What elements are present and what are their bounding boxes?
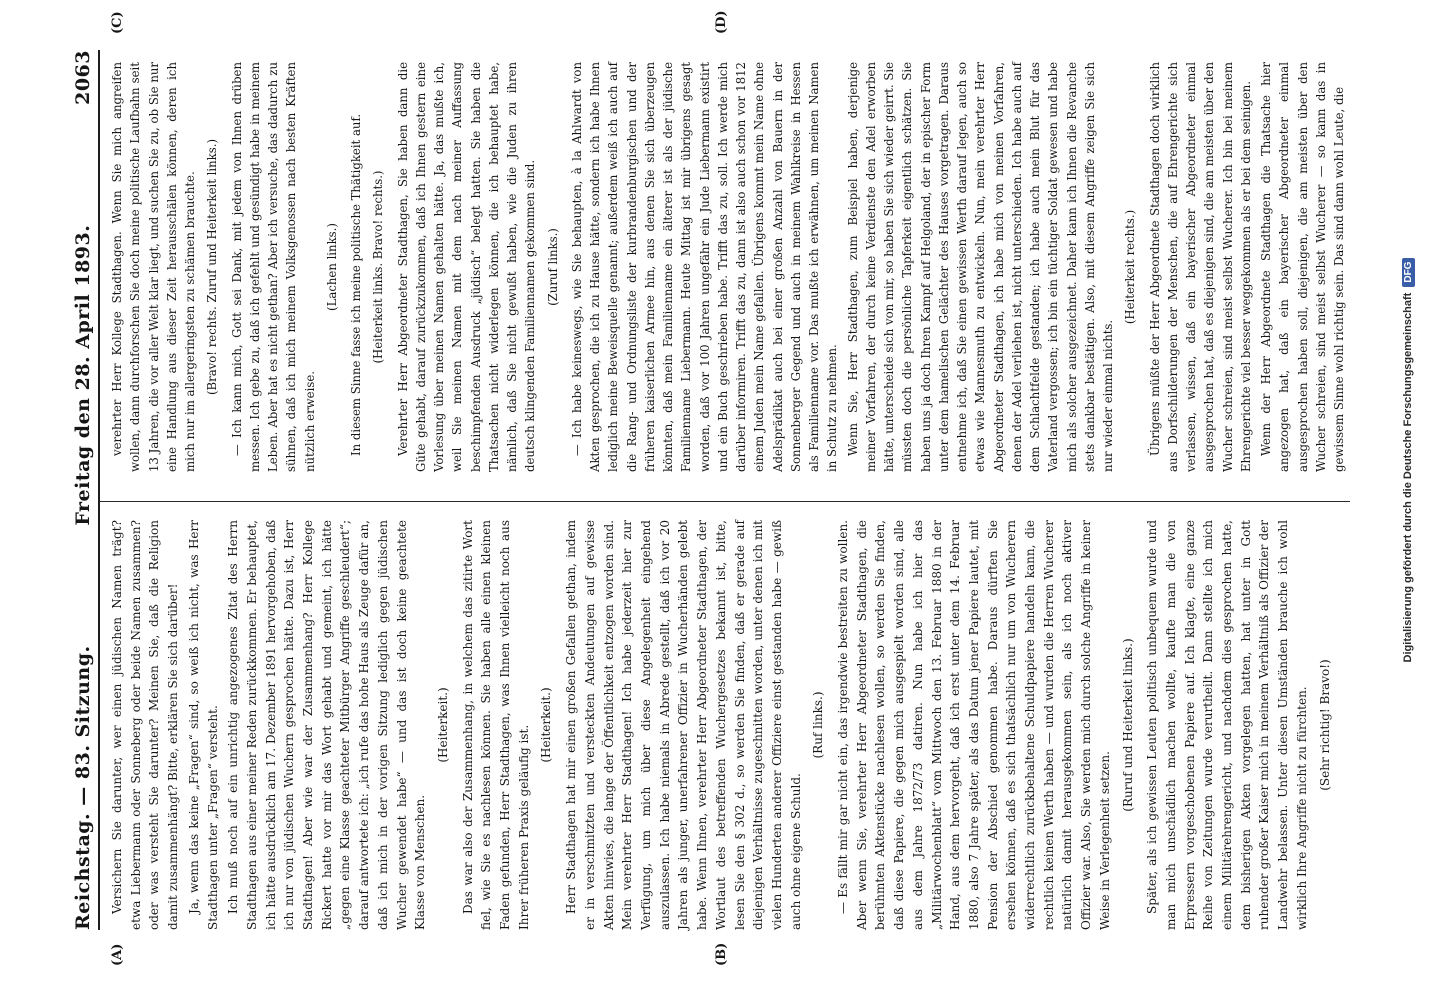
left-column-interjection: (Ruruf und Heiterkeit links.) bbox=[1120, 638, 1135, 812]
right-column-paragraph: — Ich kann mich, Gott sei Dank, mit jedem von Ihnen drüben messen. Ich gebe zu, daß ich gefehlt und gesündigt habe in meinem Leben. Aber hat es nicht gethan? Aber ich versuche, das dadurch zu sühnen, daß ich mich meinem Volksgenossen nach besten Kräften nützlich erweise. bbox=[229, 62, 317, 472]
running-head-left: Reichstag. — 83. Sitzung. bbox=[72, 645, 94, 930]
right-column-paragraph: Wenn der Herr Abgeordnete Stadthagen die Thatsache hier angezogen hat, daß ein bayerischer Abgeordneter einmal ausgesprochen haben soll, diejenigen, die am meisten über den Wucher schreien, sind meist selbst Wucherer — so kann das in gewissem Sinne wohl richtig sein. Das sind dann wohl Leute, die bbox=[1259, 62, 1346, 472]
left-column-paragraph: — Es fällt mir gar nicht ein, das irgendwie bestreiten zu wollen. Aber wenn Sie, verehrter Herr Abgeordneter Stadthagen, die berühmten Aktenstücke nachlesen wollen, so werden Sie finden, daß diese Papiere, die gegen mich ausgespielt worden sind, alle aus dem Jahre 1872/73 datiren. Nun habe ich hier das „Militärwochenblatt“ vom Mittwoch den 13. Februar 1880 in der Hand, aus dem hervorgeht, daß ich erst unter dem 14. Februar 1880, also 7 Jahre später, als das Datum jener Papiere lautet, mit Pension der Abschied genommen habe. Daraus dürften Sie ersehen können, daß es sich thatsächlich nur um von Wucherern widerrechtlich zurückbehaltene Schuldpapiere handeln kann, die rechtlich keinen Werth haben — und wurden die Herren Wucherer natürlich damit herausgekommen sein, als ich noch aktiver Offizier war. Also, Sie werden mich durch solche Angriffe in keiner Weise in Verlegenheit setzen. bbox=[836, 520, 1112, 930]
left-column-interjection: (Heiterkeit.) bbox=[539, 687, 554, 763]
right-column-interjection: (Lachen links.) bbox=[324, 223, 339, 311]
left-column-paragraph: Versichern Sie darunter, wer einen jüdischen Namen trägt? etwa Liebermann oder Sonneberg oder beide Namen zusammen? oder was versteht Sie darunter? Meinen Sie, daß die Religion damit zusammenhängt? Bitte, erklären Sie sich darüber! bbox=[110, 520, 181, 930]
left-column-paragraph: Ja, wenn das keine „Fragen“ sind, so weiß ich nicht, was Herr Stadthagen unter „Fragen“ versteht. bbox=[186, 520, 220, 930]
column-divider bbox=[100, 501, 1350, 502]
right-column-paragraph: — Ich habe keineswegs, wie Sie behaupten, à la Ahlwardt von Akten gesprochen, die ich zu Hause hätte, sondern ich habe Ihnen lediglich meine Beweisquelle genannt; außerdem weiß ich auch auf die Rang- und Ordnungsliste der kurbrandenburgischen und der früheren kaiserlichen Armee hin, aus denen Sie sich überzeugen könnten, daß mein Familienname ein älterer ist als der jüdische Familienname Liebermann. Heute Mittag ist mir übrigens gesagt worden, daß vor 100 Jahren ungefähr ein Jude Liebermann existirt und ein Buch geschrieben habe. Trifft das zu, soll. Ich werde mich darüber informiren. Trifft das zu, dann ist also auch schon vor 1812 einem Juden mein Name gefallen. Übrigens kommt mein Name ohne Adelsprädikat auch bei einer großen Anzahl von Bauern in der Sonnenberger Gegend und auch in meinem Wahlkreise in Hessen als Familienname vor. Das mußte ich erwähnen, um meinen Namen in Schutz zu nehmen. bbox=[569, 62, 840, 472]
left-column bbox=[108, 520, 1340, 930]
left-column-paragraph: Ich muß noch auf ein unrichtig angezogenes Zitat des Herrn Stadthagen aus einer meiner Reden zurückkommen. Er behauptet, ich hätte ausdrücklich am 17. Dezember 1891 hervorgehoben, daß ich nur von jüdischen Wuchern gesprochen hätte. Dazu ist, Herr Stadthagen! Aber wie war der Zusammenhang? Herr Kollege Rickert hatte vor mir das Wort gehabt und gemeint, ich hätte „gegen eine Klasse geachteter Mitbürger Angriffe geschleudert“; darauf antwortete ich: „ich rufe das hohe Haus als Zeuge dafür an, daß ich mich in der vorigen Sitzung lediglich gegen jüdischen Wucher gewendet habe“ — und das ist doch keine geachtete Klasse von Menschen. bbox=[226, 520, 428, 930]
header-rule bbox=[98, 50, 100, 930]
credit-text: Digitalisierung gefördert durch die Deutsche Forschungsgemeinschaft bbox=[1402, 292, 1414, 663]
right-column-interjection: (Heiterkeit links. Bravo! rechts.) bbox=[371, 170, 386, 364]
margin-mark-d: (D) bbox=[714, 10, 729, 34]
left-column-interjection: (Heiterkeit.) bbox=[435, 687, 450, 763]
running-head bbox=[64, 50, 94, 930]
dfg-logo: DFG bbox=[1402, 258, 1415, 287]
left-column-paragraph: Herr Stadthagen hat mir einen großen Gefallen gethan, indem er in verschmitzten und versteckten Andeutungen auf gewisse Akten hinwies, die lange der Öffentlichkeit entzogen worden sind. Mein verehrter Herr Stadthagen! Ich habe jederzeit hier zur Verfügung, um mich über diese Angelegenheit eingehend auszulassen. Ich habe niemals in Abrede gestellt, daß ich vor 20 Jahren als junger, unerfahrener Offizier in Wucherhänden gelebt habe. Wenn Ihnen, verehrter Herr Abgeordneter Stadthagen, der Wortlaut des betreffenden Wuchergesetzes bekannt ist, bitte, lesen Sie den § 302 d., so werden Sie finden, daß er gerade auf diejenigen Verhältnisse zugeschnitten worden, unter denen ich mit vielen Hunderten anderer Offiziere einst gestanden habe — gewiß auch ohne eigene Schuld. bbox=[564, 520, 803, 930]
left-column-interjection: (Ruf links.) bbox=[811, 691, 826, 759]
right-column-interjection: (Zuruf links.) bbox=[545, 228, 560, 306]
running-head-date: Freitag den 28. April 1893. bbox=[72, 224, 94, 526]
left-column-paragraph: Das war also der Zusammenhang, in welchem das zitirte Wort fiel, wie Sie es nachlesen können. Sie haben alle einen kleinen Faden gefunden, Herr Stadthagen, was Ihnen vielleicht noch aus Ihrer früheren Praxis geläufig ist. bbox=[460, 520, 531, 930]
right-column-interjection: (Bravo! rechts. Zuruf und Heiterkeit links.) bbox=[205, 138, 220, 396]
digitization-credit bbox=[1396, 80, 1420, 840]
right-column-paragraph: Verehrter Herr Abgeordneter Stadthagen, Sie haben dann die Güte gehabt, darauf zurückzukommen, daß ich Ihnen gestern eine Vorlesung über meinen Namen gehalten hätte. Ja, das mußte ich, weil Sie meinen Namen mit dem nach meiner Auffassung beschimpfenden Ausdruck „jüdisch“ belegt hatten. Sie haben die Thatsachen nicht widerlegen können, die ich behauptet habe, nämlich, daß Sie nicht gewußt haben, wie die Juden zu ihren deutsch klingenden Familiennamen gekommen sind. bbox=[395, 62, 538, 472]
margin-mark-a: (A) bbox=[110, 943, 125, 966]
left-column-interjection: (Sehr richtig! Bravo!) bbox=[1317, 659, 1332, 791]
right-column-paragraph: In diesem Sinne fasse ich meine politische Thätigkeit auf. bbox=[349, 113, 363, 456]
margin-mark-c: (C) bbox=[110, 11, 125, 34]
margin-mark-b: (B) bbox=[714, 942, 729, 966]
right-column-interjection: (Heiterkeit rechts.) bbox=[1123, 209, 1138, 325]
right-column-paragraph: Übrigens müßte der Herr Abgeordnete Stadthagen doch wirklich aus Dorfschilderungen der Menschen, die auf Ehrengerichte sich verlassen, wissen, daß ein bayerischer Abgeordneter einmal ausgesprochen hat, daß es diejenigen sind, die am meisten über den Wucher schreien, sind meist selbst Wucherer. Ich bin bei meinem Ehrengerichte viel besser weggekommen als er bei dem seinigen. bbox=[1147, 62, 1253, 472]
left-column-paragraph: Später, als ich gewissen Leuten politisch unbequem wurde und man mich unschädlich machen wollte, kaufte man die von Erpressern vorgeschobenen Papiere auf. Ich klagte, eine ganze Reihe von Zeitungen wurde verurtheilt. Dann stellte ich mich einem Militärehrengericht, und nachdem dies gesprochen hatte, dem bisherigen Akten vorgelegen hatten, hat unter in Gott ruhender großer Kaiser mich in meinem Verhältniß als Offizier der Landwehr belassen. Unter diesen Umständen brauche ich wohl wirklich Ihre Angriffe nicht zu fürchten. bbox=[1145, 520, 1309, 930]
right-column-paragraph: verehrter Herr Kollege Stadthagen. Wenn Sie mich angreifen wollen, dann durchforschen Sie doch meine politische Laufbahn seit 13 Jahren, die vor aller Welt klar liegt, und suchen Sie zu, ob Sie nur eine Handlung aus dieser Zeit herausschälen können, deren ich mich nur im allergeringsten zu schämen brauchte. bbox=[110, 62, 197, 472]
right-column-paragraph: Wenn Sie, Herr Stadthagen, zum Beispiel haben, derjenige meiner Vorfahren, der durch keine Verdienste den Adel erworben hätte, unterscheide sich von mir, so haben Sie sich wieder geirrt. Sie müssten doch die persönliche Tapferkeit eigentlich schätzen. Sie haben uns ja doch Ihren Kampf auf Helgoland, der in epischer Form unter dem hamelischen Gelächter des Hauses vorgetragen. Daraus entnehme ich, daß Sie einen gewissen Werth darauf legen, auch so etwas wie Mannesmuth zu entwickeln. Nun, mein verehrter Herr Abgeordneter Stadthagen, ich habe mich von meinen Vorfahren, denen der Adel verliehen ist, nicht unterschieden. Ich habe auch auf dem Schlachtfelde gestanden; ich habe auch mein Blut für das Vaterland vergossen; ich bin ein tüchtiger Soldat gewesen und habe mich als solcher ausgezeichnet. Daher kann ich Ihnen die Revanche stets dankbar bestätigen. Also, mit diesem Angriffe zeigen Sie sich nur wieder einmal nichts. bbox=[845, 62, 1115, 472]
page-number: 2063 bbox=[72, 50, 94, 105]
right-column bbox=[108, 62, 1350, 472]
